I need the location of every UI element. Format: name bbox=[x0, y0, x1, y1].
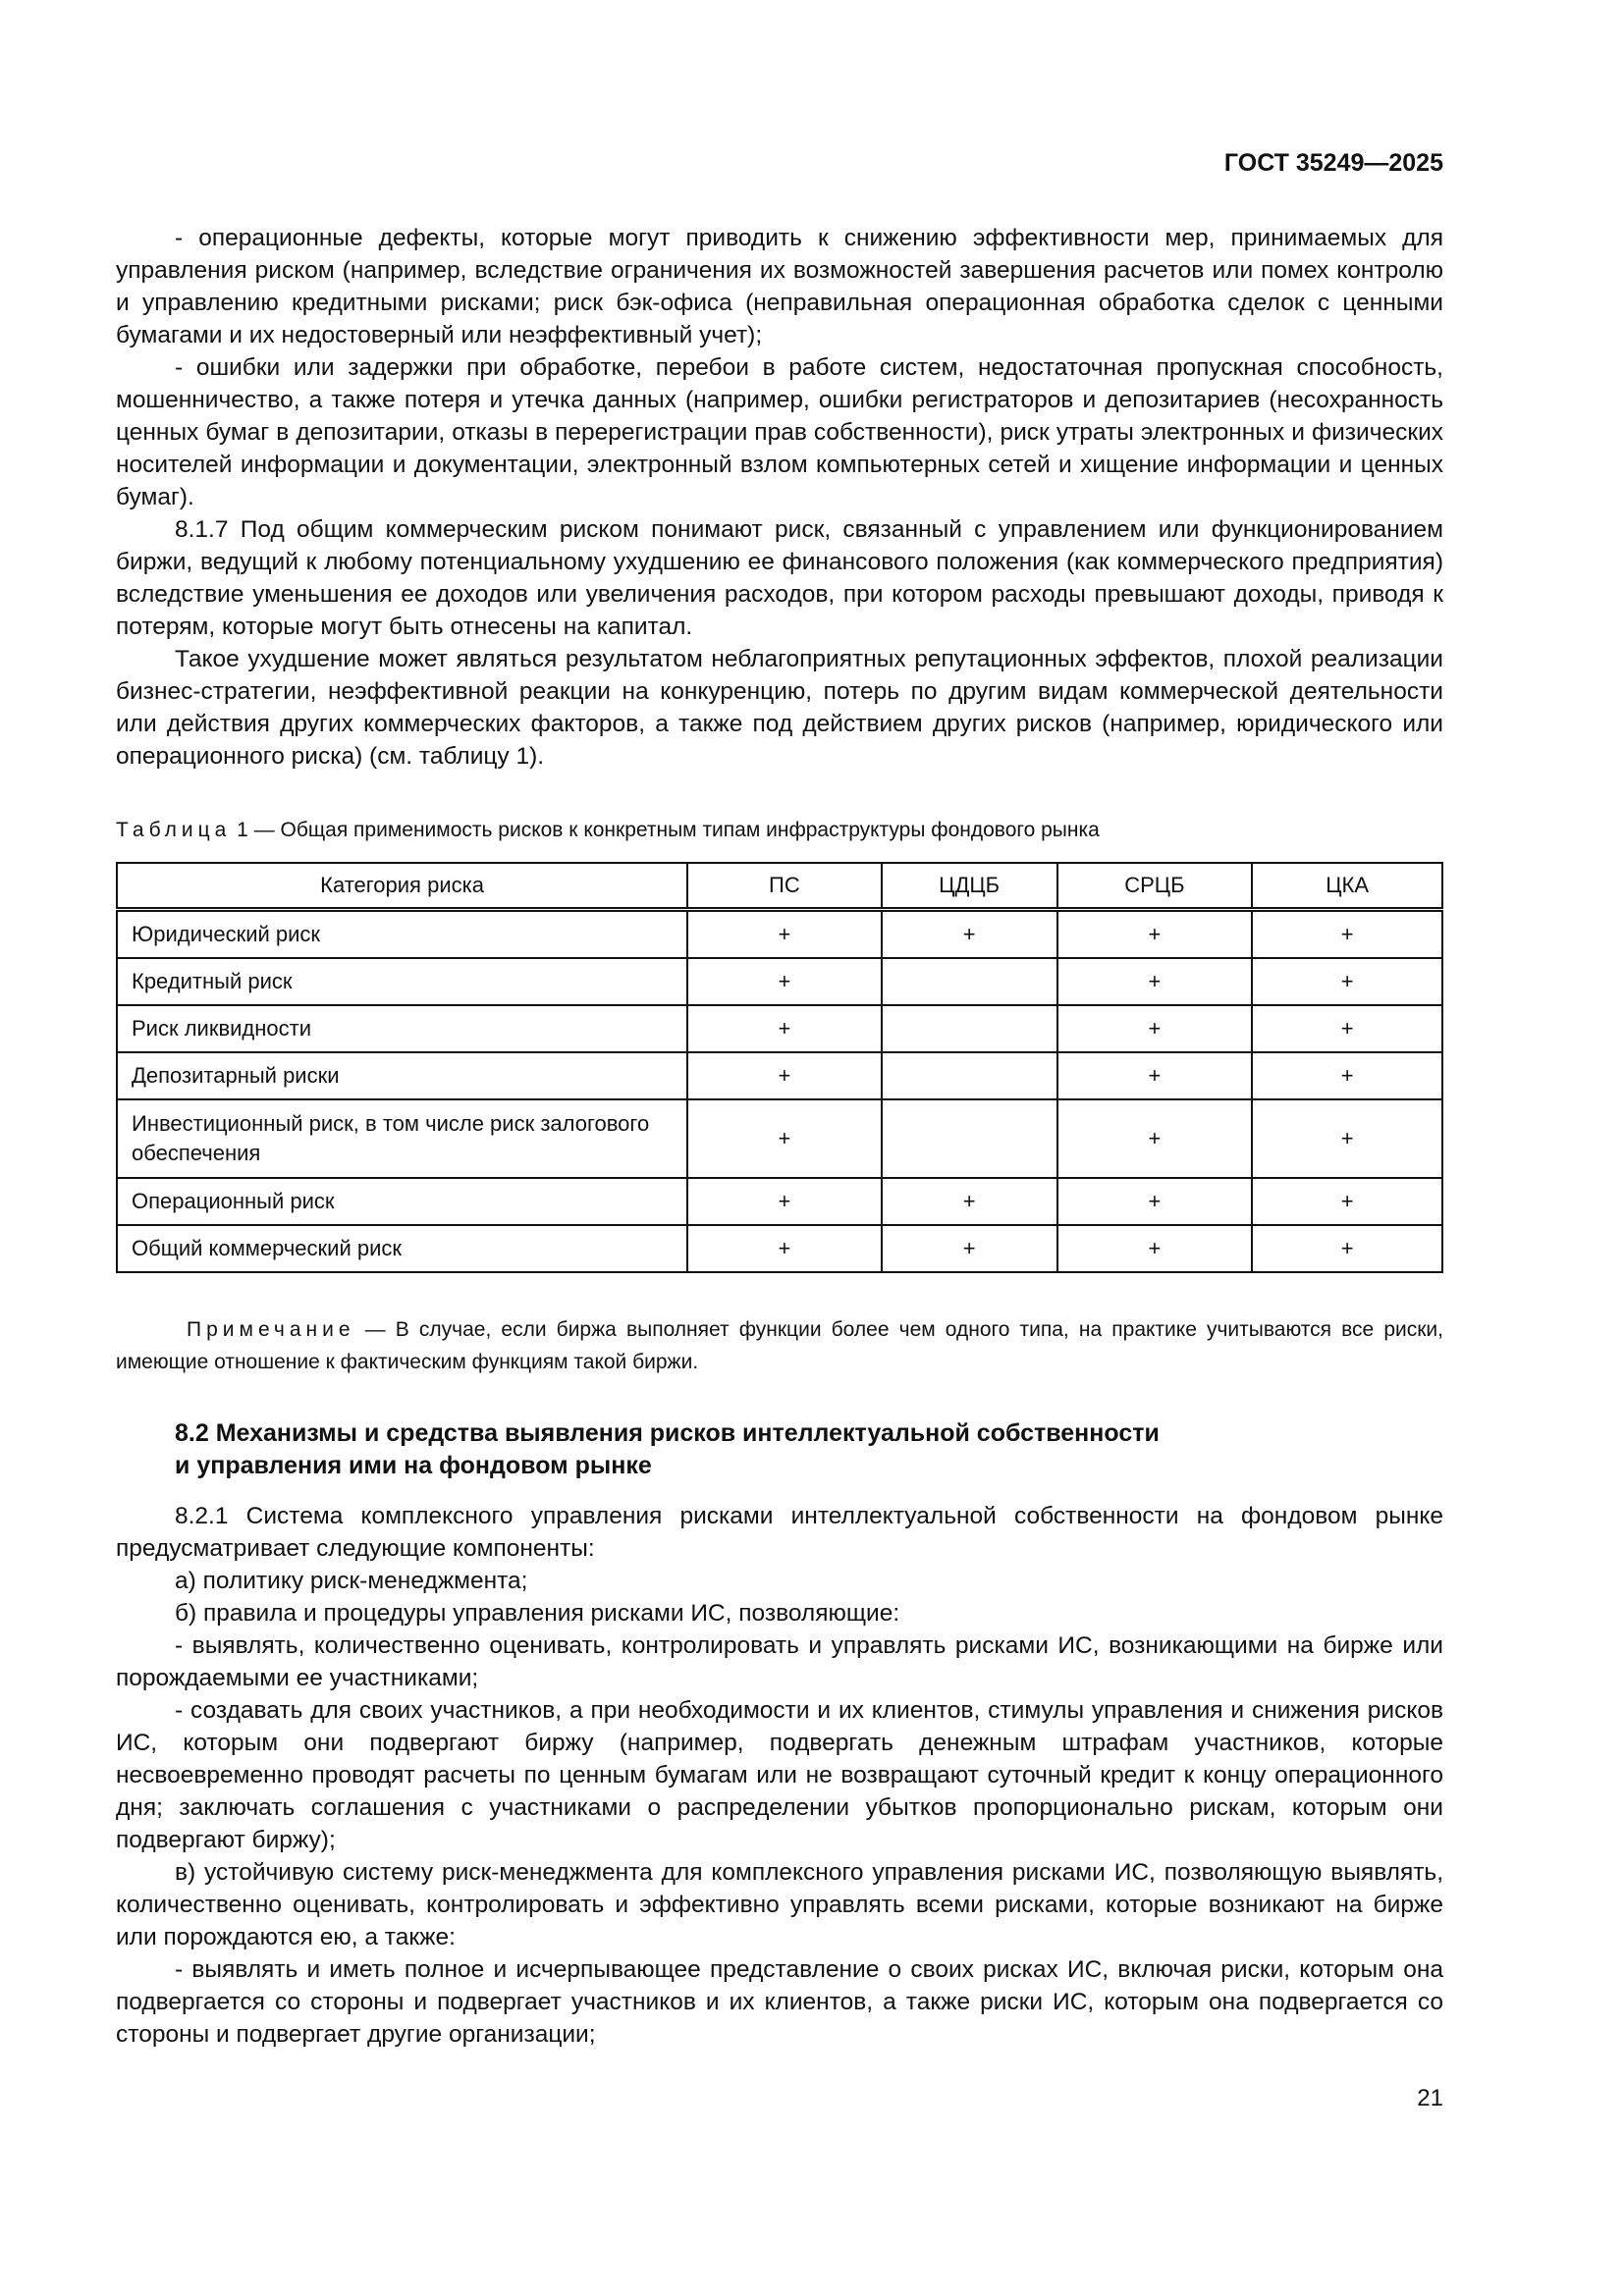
column-header: ЦКА bbox=[1252, 863, 1442, 910]
paragraph: 8.1.7 Под общим коммерческим риском понимают риск, связанный с управлением или функционированием биржи, ведущий к любому потенциальному ухудшению ее финансового положения (как коммерческого предприятия) вследствие уменьшения ее доходов или увеличения расходов, при котором расходы превышают доходы, приводя к потерям, которые могут быть отнесены на капитал. bbox=[116, 516, 1443, 640]
table-row bbox=[117, 1178, 1442, 1225]
applicability-cell bbox=[882, 958, 1057, 1005]
applicability-cell: + bbox=[1057, 1178, 1253, 1225]
list-item: б) правила и процедуры управления рисками ИС, позволяющие: bbox=[175, 1600, 900, 1627]
top-text-block bbox=[116, 222, 1443, 773]
applicability-cell bbox=[882, 1099, 1057, 1178]
applicability-cell: + bbox=[1252, 958, 1442, 1005]
applicability-cell: + bbox=[1057, 958, 1253, 1005]
table-row bbox=[117, 958, 1442, 1005]
risk-category-cell: Операционный риск bbox=[117, 1178, 687, 1225]
risk-category-cell: Риск ликвидности bbox=[117, 1005, 687, 1052]
applicability-cell: + bbox=[1057, 1052, 1253, 1099]
applicability-cell: + bbox=[1252, 1005, 1442, 1052]
paragraph: - ошибки или задержки при обработке, перебои в работе систем, недостаточная пропускная способность, мошенничество, а также потеря и утечка данных (например, ошибки регистраторов и депозитариев (несохранность ценных бумаг в депозитарии, отказы в перерегистрации прав собственности), риск утраты электронных и физических носителей информации и документации, электронный взлом компьютерных сетей и хищение информации и ценных бумаг). bbox=[116, 354, 1443, 510]
applicability-cell: + bbox=[1057, 1225, 1253, 1272]
applicability-cell: + bbox=[687, 1099, 882, 1178]
list-item: - выявлять и иметь полное и исчерпывающее представление о своих рисках ИС, включая риски, которым она подвергается со стороны и подвергает участников и их клиентов, а также риски ИС, которым она подвергается со стороны и подвергает другие организации; bbox=[116, 1956, 1443, 2048]
applicability-cell: + bbox=[1252, 1052, 1442, 1099]
table-row bbox=[117, 1052, 1442, 1099]
risk-category-cell: Инвестиционный риск, в том числе риск залогового обеспечения bbox=[117, 1099, 687, 1178]
applicability-cell: + bbox=[1252, 1178, 1442, 1225]
paragraph: Такое ухудшение может являться результатом неблагоприятных репутационных эффектов, плохой реализации бизнес-стратегии, неэффективной реакции на конкуренцию, потерь по другим видам коммерческой деятельности или действия других коммерческих факторов, а также под действием других рисков (например, юридического или операционного риска) (см. таблицу 1). bbox=[116, 646, 1443, 770]
paragraph: - операционные дефекты, которые могут приводить к снижению эффективности мер, принимаемых для управления риском (например, вследствие ограничения их возможностей завершения расчетов или помех контролю и управлению кредитными рисками; риск бэк-офиса (неправильная операционная обработка сделок с ценными бумагами и их недостоверный или неэффективный учет); bbox=[116, 225, 1443, 348]
applicability-cell: + bbox=[687, 1225, 882, 1272]
table-note bbox=[116, 1313, 1443, 1378]
applicability-cell bbox=[882, 1052, 1057, 1099]
section-heading-line: 8.2 Механизмы и средства выявления рисков интеллектуальной собственности bbox=[175, 1419, 1160, 1447]
table-header-row bbox=[117, 863, 1442, 910]
list-item: а) политику риск-менеджмента; bbox=[175, 1568, 528, 1594]
bottom-text-block bbox=[116, 1500, 1443, 2051]
table-row bbox=[117, 1099, 1442, 1178]
table-row bbox=[117, 1005, 1442, 1052]
list-item: в) устойчивую систему риск-менеджмента для комплексного управления рисками ИС, позволяющую выявлять, количественно оценивать, контролировать и эффективно управлять всеми рисками, которые возникают на бирже или порождаются ею, а также: bbox=[116, 1859, 1443, 1950]
applicability-cell: + bbox=[882, 1178, 1057, 1225]
column-header: Категория риска bbox=[117, 863, 687, 910]
applicability-cell: + bbox=[1057, 1005, 1253, 1052]
risk-category-cell: Юридический риск bbox=[117, 910, 687, 959]
paragraph: 8.2.1 Система комплексного управления рисками интеллектуальной собственности на фондовом рынке предусматривает следующие компоненты: bbox=[116, 1503, 1443, 1562]
applicability-cell: + bbox=[687, 1052, 882, 1099]
applicability-cell: + bbox=[1252, 1099, 1442, 1178]
table-caption-text: 1 — Общая применимость рисков к конкретным типам инфраструктуры фондового рынка bbox=[231, 819, 1100, 841]
applicability-cell: + bbox=[882, 1225, 1057, 1272]
risk-category-cell: Общий коммерческий риск bbox=[117, 1225, 687, 1272]
column-header: ПС bbox=[687, 863, 882, 910]
column-header: СРЦБ bbox=[1057, 863, 1253, 910]
section-heading-line: и управления ими на фондовом рынке bbox=[175, 1452, 652, 1479]
applicability-cell: + bbox=[1252, 1225, 1442, 1272]
applicability-cell: + bbox=[687, 1178, 882, 1225]
section-heading bbox=[175, 1417, 1160, 1482]
applicability-cell: + bbox=[882, 910, 1057, 959]
table-caption-label: Таблица bbox=[116, 819, 232, 841]
note-text: — В случае, если биржа выполняет функции более чем одного типа, на практике учитываются все риски, имеющие отношение к фактическим функциям такой биржи. bbox=[116, 1318, 1443, 1373]
risk-category-cell: Кредитный риск bbox=[117, 958, 687, 1005]
applicability-cell: + bbox=[687, 910, 882, 959]
column-header: ЦДЦБ bbox=[882, 863, 1057, 910]
applicability-cell: + bbox=[1057, 1099, 1253, 1178]
applicability-cell: + bbox=[687, 1005, 882, 1052]
list-item: - создавать для своих участников, а при необходимости и их клиентов, стимулы управления и снижения рисков ИС, которым они подвергают биржу (например, подвергать денежным штрафам участников, которые несвоевременно проводят расчеты по ценным бумагам или не возвращают суточный кредит к концу операционного дня; заключать соглашения с участниками о распределении убытков пропорционально рискам, которым они подвергают биржу); bbox=[116, 1697, 1443, 1853]
risk-category-cell: Депозитарный риски bbox=[117, 1052, 687, 1099]
risk-applicability-table bbox=[116, 862, 1443, 1273]
table-row bbox=[117, 1225, 1442, 1272]
applicability-cell: + bbox=[1057, 910, 1253, 959]
table-caption bbox=[116, 819, 1100, 842]
table-row bbox=[117, 910, 1442, 959]
applicability-cell bbox=[882, 1005, 1057, 1052]
applicability-cell: + bbox=[687, 958, 882, 1005]
note-label: Примечание bbox=[187, 1318, 355, 1341]
list-item: - выявлять, количественно оценивать, контролировать и управлять рисками ИС, возникающими на бирже или порождаемыми ее участниками; bbox=[116, 1632, 1443, 1691]
page-number: 21 bbox=[1417, 2085, 1443, 2111]
document-id: ГОСТ 35249—2025 bbox=[1223, 149, 1443, 177]
applicability-cell: + bbox=[1252, 910, 1442, 959]
